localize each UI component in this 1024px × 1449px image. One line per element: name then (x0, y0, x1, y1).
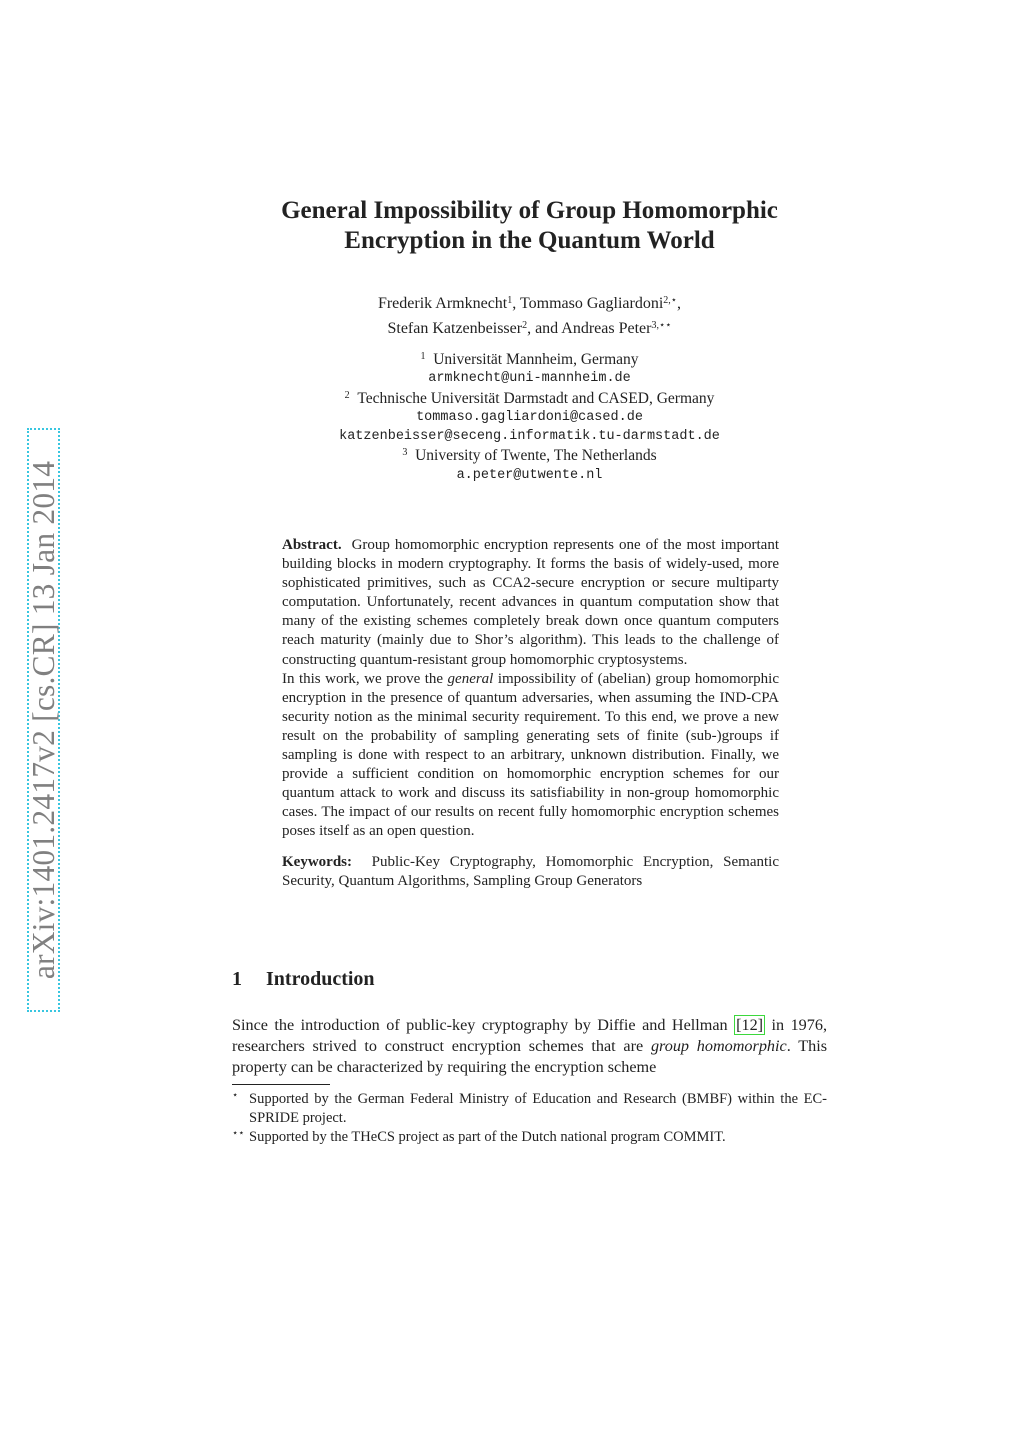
author-sup: 2 (522, 320, 528, 331)
abstract-paragraph-1 (282, 536, 779, 670)
author-name: Tommaso Gagliardoni (519, 295, 664, 312)
affiliation-number: 2 (344, 389, 350, 401)
footnote (232, 1128, 827, 1147)
section-heading (232, 968, 375, 991)
intro-text: . This property can be characterized by requiring the encryption scheme (232, 1037, 827, 1076)
section-number: 1 (232, 968, 242, 990)
footnote-mark: ⋆⋆ (232, 1128, 245, 1139)
affiliations (232, 350, 827, 485)
abstract-emphasis: general (447, 670, 494, 687)
citation-link[interactable]: [12] (736, 1016, 764, 1034)
author-name: Andreas Peter (561, 320, 652, 337)
intro-emphasis: group homomorphic (650, 1037, 787, 1055)
intro-text: Since the introduction of public-key cryptography by Diffie and Hellman (232, 1016, 735, 1034)
email[interactable]: a.peter@utwente.nl (456, 467, 603, 483)
abstract-paragraph-2 (282, 670, 779, 842)
affiliation-name: Universität Mannheim, Germany (433, 351, 639, 368)
arxiv-stamp (27, 428, 60, 1012)
affiliation-name: Technische Universität Darmstadt and CASED, Germany (357, 389, 715, 407)
abstract-text: impossibility of (abelian) group homomorphic encryption in the presence of quantum adversaries, when assuming the IND-CPA security notion as the minimal security requirement. To this end, we prove a new result on the probability of sampling generating sets of finite (sub-)groups if sampling is done with respect to an arbitrary, unknown distribution. Finally, we provide a sufficient condition on homomorphic encryption schemes for our quantum attack to work and discuss its satisfiability in non-group homomorphic cases. The impact of our results on recent fully homomorphic encryption schemes poses itself as an open question. (282, 670, 779, 840)
footnote (232, 1090, 827, 1128)
intro-paragraph (232, 1015, 827, 1078)
author-sup: 1 (507, 295, 513, 306)
arxiv-id: arXiv:1401.2417v2 [cs.CR] 13 Jan 2014 (25, 460, 61, 980)
email[interactable]: katzenbeisser@seceng.informatik.tu-darmstadt.de (339, 429, 720, 445)
author-separator: , (677, 295, 682, 312)
author-line-2 (232, 316, 827, 341)
footnotes (232, 1090, 827, 1147)
footnote-text: Supported by the THeCS project as part of the Dutch national program COMMIT. (249, 1129, 726, 1145)
footnote-mark: ⋆ (232, 1090, 239, 1101)
footnote-rule (232, 1084, 330, 1085)
author-separator: , and (527, 320, 562, 337)
affiliation (232, 446, 827, 465)
email[interactable]: tommaso.gagliardoni@cased.de (416, 409, 643, 425)
keywords-label: Keywords: (282, 853, 352, 870)
abstract-text: Group homomorphic encryption represents one of the most important building blocks in modern cryptography. It forms the basis of widely-used, more sophisticated primitives, such as CCA2-secure encryption or secure multiparty computation. Unfortunately, recent advances in quantum computation show that many of the existing schemes completely break down once quantum computers reach maturity (mainly due to Shor’s algorithm). This leads to the challenge of constructing quantum-resistant group homomorphic cryptosystems. (282, 537, 779, 668)
affiliation (232, 350, 827, 369)
email[interactable]: armknecht@uni-mannheim.de (428, 371, 631, 387)
section-title: Introduction (266, 968, 375, 990)
title-line-2: Encryption in the Quantum World (344, 227, 715, 254)
keywords-text: Public-Key Cryptography, Homomorphic Encryption, Semantic Security, Quantum Algorithms, Sampling Group Generators (282, 853, 779, 889)
author-sup: 2,⋆ (663, 295, 678, 306)
author-sup: 3,⋆⋆ (651, 320, 672, 331)
author-line-1 (232, 291, 827, 316)
affiliation-number: 3 (402, 447, 408, 459)
author-name: Frederik Armknecht (377, 295, 508, 312)
paper-title (232, 196, 827, 256)
affiliation (232, 389, 827, 408)
author-separator: , (512, 295, 520, 312)
abstract-text: In this work, we prove the (282, 670, 448, 687)
keywords (282, 853, 779, 891)
abstract (282, 536, 779, 891)
abstract-label: Abstract. (282, 537, 342, 553)
affiliation-number: 1 (420, 351, 426, 362)
author-list (232, 291, 827, 341)
affiliation-name: University of Twente, The Netherlands (415, 447, 657, 465)
title-line-1: General Impossibility of Group Homomorphic (281, 197, 778, 224)
intro-text: in 1976, researchers strived to construct encryption schemes that are (232, 1016, 827, 1055)
footnote-text: Supported by the German Federal Ministry of Education and Research (BMBF) within the EC-SPRIDE project. (249, 1091, 827, 1126)
author-name: Stefan Katzenbeisser (387, 320, 523, 337)
